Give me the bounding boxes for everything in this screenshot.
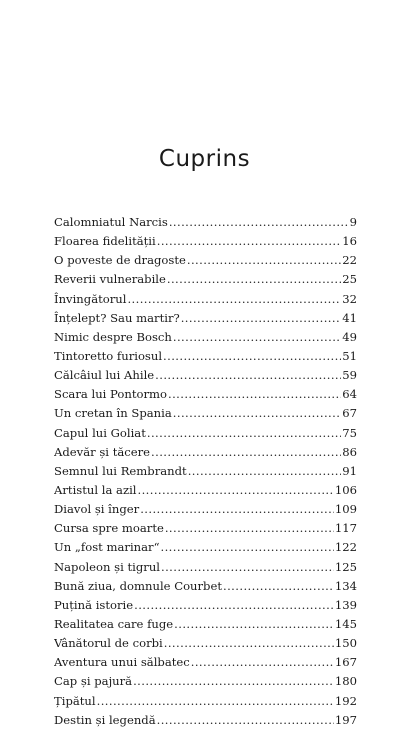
- toc-entry-page-number: 86: [342, 444, 357, 459]
- toc-leader-dots: [157, 711, 334, 730]
- toc-leader-dots: [173, 328, 341, 347]
- toc-entry-title: Vânătorul de corbi: [54, 636, 163, 651]
- toc-entry-title: Adevăr și tăcere: [54, 444, 151, 459]
- toc-entry-title: O poveste de dragoste: [54, 253, 186, 268]
- toc-entry-page-number: 22: [342, 253, 357, 268]
- toc-entry-page-number: 139: [334, 597, 357, 612]
- toc-entry-page-number: 9: [349, 215, 357, 229]
- toc-leader-dots: [168, 385, 341, 404]
- toc-entry: [54, 711, 357, 730]
- toc-entry-page-number: 106: [334, 482, 357, 497]
- toc-leader-dots: [223, 577, 334, 596]
- toc-entry-page-number: 197: [334, 712, 357, 727]
- toc-entry-title: Reverii vulnerabile: [54, 272, 166, 287]
- toc-leader-dots: [127, 290, 341, 309]
- toc-entry-title: Un „fost marinar“: [54, 540, 160, 555]
- toc-entry: [54, 692, 357, 711]
- toc-entry-page-number: 117: [334, 521, 357, 536]
- toc-entry-page-number: 150: [334, 636, 357, 651]
- toc-leader-dots: [174, 615, 334, 634]
- toc-entry: [54, 538, 357, 557]
- toc-entry-title: Înțelept? Sau martir?: [54, 310, 180, 325]
- toc-entry: [54, 385, 357, 404]
- toc-entry-page-number: 64: [342, 387, 357, 402]
- toc-leader-dots: [188, 462, 342, 481]
- toc-entry: [54, 424, 357, 443]
- toc-entry-title: Nimic despre Bosch: [54, 329, 172, 344]
- toc-entry: [54, 500, 357, 519]
- toc-leader-dots: [165, 519, 334, 538]
- toc-entry: [54, 290, 357, 309]
- toc-leader-dots: [151, 443, 341, 462]
- toc-leader-dots: [97, 692, 334, 711]
- toc-leader-dots: [181, 309, 342, 328]
- toc-entry-title: Aventura unui sălbatec: [54, 655, 190, 670]
- toc-entry: [54, 347, 357, 366]
- toc-entry: [54, 270, 357, 289]
- toc-entry-title: Semnul lui Rembrandt: [54, 463, 187, 478]
- toc-leader-dots: [155, 366, 341, 385]
- toc-leader-dots: [133, 672, 334, 691]
- page-title: Cuprins: [158, 146, 251, 172]
- toc-entry: [54, 251, 357, 270]
- toc-entry-page-number: 134: [334, 578, 357, 593]
- toc-entry-page-number: 91: [342, 463, 357, 478]
- toc-entry: [54, 366, 357, 385]
- toc-entry-page-number: 16: [342, 234, 357, 249]
- toc-entry-page-number: 67: [342, 406, 357, 421]
- toc-leader-dots: [161, 538, 334, 557]
- toc-entry-page-number: 41: [342, 310, 357, 325]
- toc-entry-title: Cap și pajură: [54, 674, 133, 689]
- toc-entry-title: Scara lui Pontormo: [54, 387, 167, 402]
- toc-entry-page-number: 32: [342, 291, 357, 306]
- toc-entry-title: Realitatea care fuge: [54, 616, 174, 631]
- toc-entry: [54, 577, 357, 596]
- toc-leader-dots: [187, 251, 341, 270]
- toc-entry: [54, 213, 357, 232]
- toc-entry: [54, 653, 357, 672]
- toc-leader-dots: [140, 500, 334, 519]
- toc-entry-title: Puțină istorie: [54, 597, 134, 612]
- toc-entry: [54, 404, 357, 423]
- toc-entry: [54, 232, 357, 251]
- toc-entry-title: Cursa spre moarte: [54, 521, 164, 536]
- toc-leader-dots: [173, 404, 341, 423]
- toc-entry-title: Învingătorul: [54, 291, 127, 306]
- toc-entry: [54, 328, 357, 347]
- toc-entry-title: Destin și legendă: [54, 712, 156, 727]
- toc-leader-dots: [147, 424, 341, 443]
- toc-entry-page-number: 75: [342, 425, 357, 440]
- toc-entry-title: Diavol și înger: [54, 502, 140, 517]
- toc-entry-page-number: 122: [334, 540, 357, 555]
- toc-entry-title: Un cretan în Spania: [54, 406, 172, 421]
- toc-entry-title: Tintoretto furiosul: [54, 348, 163, 363]
- toc-entry: [54, 615, 357, 634]
- toc-entry: [54, 481, 357, 500]
- toc-entry-title: Napoleon și tigrul: [54, 559, 161, 574]
- toc-entry-page-number: 49: [342, 329, 357, 344]
- toc-leader-dots: [191, 653, 334, 672]
- toc-entry-page-number: 25: [342, 272, 357, 287]
- toc-entry-page-number: 180: [334, 674, 357, 689]
- toc-entry-page-number: 51: [342, 348, 357, 363]
- toc-leader-dots: [163, 347, 341, 366]
- toc-entry-page-number: 59: [342, 368, 357, 383]
- toc-entry: [54, 634, 357, 653]
- toc-entry-page-number: 192: [334, 693, 357, 708]
- toc-entry-title: Artistul la azil: [54, 482, 137, 497]
- toc-entry: [54, 558, 357, 577]
- toc-leader-dots: [161, 558, 334, 577]
- table-of-contents: [54, 213, 357, 730]
- toc-entry: [54, 309, 357, 328]
- toc-entry: [54, 443, 357, 462]
- toc-leader-dots: [138, 481, 334, 500]
- toc-entry-title: Calomniatul Narcis: [54, 215, 168, 229]
- toc-entry: [54, 672, 357, 691]
- toc-entry-title: Țipătul: [54, 693, 96, 708]
- toc-entry-title: Floarea fidelității: [54, 234, 156, 249]
- toc-entry: [54, 519, 357, 538]
- toc-leader-dots: [164, 634, 334, 653]
- toc-leader-dots: [134, 596, 334, 615]
- toc-leader-dots: [157, 232, 342, 251]
- toc-entry: [54, 462, 357, 481]
- toc-entry-page-number: 125: [334, 559, 357, 574]
- toc-leader-dots: [169, 213, 349, 232]
- toc-entry: [54, 596, 357, 615]
- toc-entry-page-number: 167: [334, 655, 357, 670]
- toc-entry-page-number: 145: [334, 616, 357, 631]
- toc-entry-title: Capul lui Goliat: [54, 425, 146, 440]
- toc-entry-title: Călcâiul lui Ahile: [54, 368, 155, 383]
- toc-entry-title: Bună ziua, domnule Courbet: [54, 578, 223, 593]
- toc-leader-dots: [167, 270, 341, 289]
- toc-entry-page-number: 109: [334, 502, 357, 517]
